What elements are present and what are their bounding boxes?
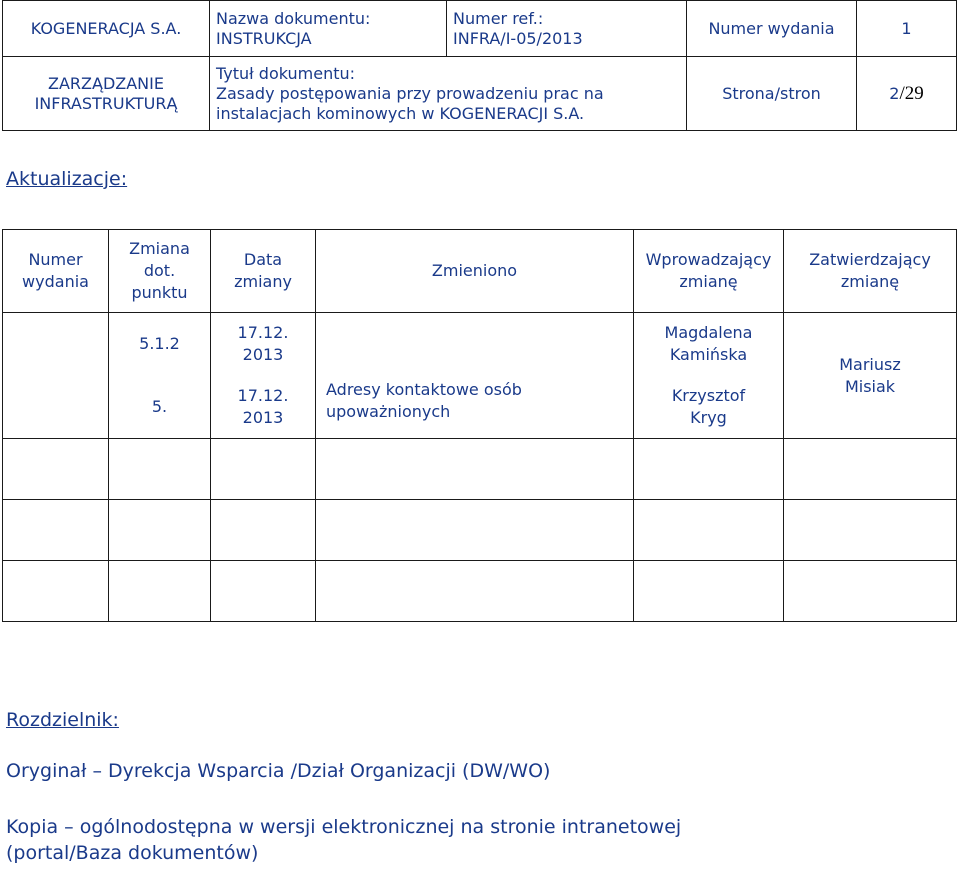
col-introducer: Wprowadzający zmianę [634, 230, 784, 313]
row2-introducer: Krzysztof Kryg [671, 385, 746, 427]
row2-point: 5. [151, 396, 168, 416]
updates-header-row [3, 230, 957, 313]
row1-date: 17.12. 2013 [237, 323, 289, 365]
doc-title-line2: instalacjach kominowych w KOGENERACJI S.A. [216, 103, 585, 123]
doc-title-cell [210, 57, 687, 131]
table-row-empty [3, 439, 957, 500]
company-name: KOGENERACJA S.A. [3, 1, 210, 57]
page-label: Strona/stron [687, 57, 857, 131]
table-row [3, 313, 957, 439]
distribution-copy [6, 814, 681, 866]
doc-title-line1: Zasady postępowania przy prowadzeniu prac na [216, 83, 604, 103]
doc-name-cell [210, 1, 447, 57]
table-row-empty [3, 500, 957, 561]
edition-value: 1 [857, 1, 957, 57]
distribution-original: Oryginał – Dyrekcja Wsparcia /Dział Organizacji (DW/WO) [6, 760, 551, 782]
row1-change [326, 328, 629, 350]
cell-point [109, 313, 211, 439]
cell-edition [3, 313, 109, 439]
distribution-title: Rozdzielnik: [6, 709, 119, 731]
doc-name-label: Nazwa dokumentu: [216, 8, 371, 28]
department-name [3, 57, 210, 131]
ref-value: INFRA/I-05/2013 [453, 28, 583, 48]
updates-title: Aktualizacje: [6, 168, 128, 190]
col-point: Zmiana dot. punktu [109, 230, 211, 313]
department-line2: INFRASTRUKTURĄ [34, 93, 178, 113]
updates-table [2, 229, 957, 622]
cell-date [211, 313, 316, 439]
doc-title-label: Tytuł dokumentu: [216, 63, 356, 83]
ref-label: Numer ref.: [453, 8, 544, 28]
edition-label: Numer wydania [687, 1, 857, 57]
document-header [2, 0, 957, 131]
row1-point: 5.1.2 [139, 334, 180, 354]
page-total: /29 [899, 82, 924, 104]
page-current: 2 [889, 83, 900, 103]
table-row-empty [3, 561, 957, 622]
distribution-copy-line1: Kopia – ogólnodostępna w wersji elektronicznej na stronie intranetowej [6, 816, 682, 838]
cell-approver: Mariusz Misiak [784, 313, 957, 439]
row2-change: Adresy kontaktowe osób upoważnionych [326, 380, 522, 422]
col-date: Data zmiany [211, 230, 316, 313]
row1-introducer: Magdalena Kamińska [664, 323, 753, 365]
page-number [857, 57, 957, 131]
col-approver: Zatwierdzający zmianę [784, 230, 957, 313]
department-line1: ZARZĄDZANIE [48, 73, 164, 93]
cell-introducer [634, 313, 784, 439]
row2-date: 17.12. 2013 [237, 385, 289, 427]
cell-change [316, 313, 634, 439]
distribution-copy-line2: (portal/Baza dokumentów) [6, 842, 259, 864]
col-edition: Numer wydania [3, 230, 109, 313]
doc-name-value: INSTRUKCJA [216, 28, 312, 48]
col-changed: Zmieniono [316, 230, 634, 313]
ref-cell [447, 1, 687, 57]
